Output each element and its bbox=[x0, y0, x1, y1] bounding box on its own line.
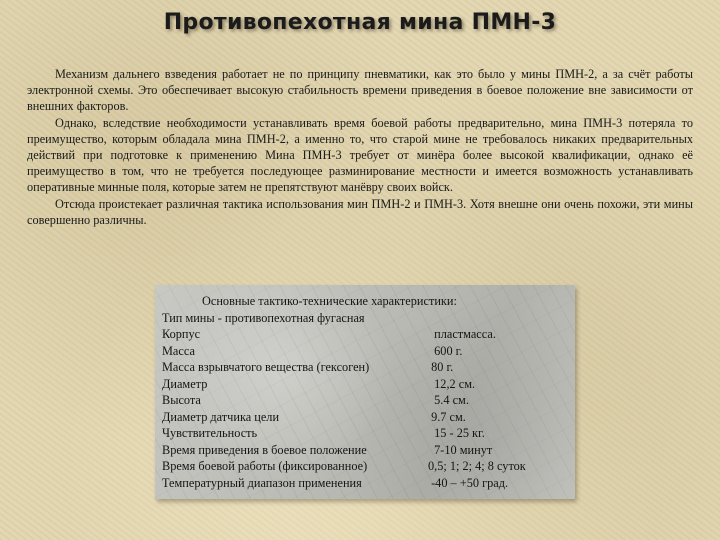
spec-row bbox=[162, 359, 570, 376]
spec-label: Время приведения в боевое положение bbox=[162, 442, 367, 457]
spec-label: Масса bbox=[162, 343, 195, 358]
spec-value: 5.4 см. bbox=[428, 393, 469, 407]
spec-row bbox=[162, 343, 570, 360]
spec-row bbox=[162, 458, 570, 475]
spec-row bbox=[162, 475, 570, 492]
spec-value: 7-10 минут bbox=[428, 442, 493, 457]
paragraph-1: Механизм дальнего взведения работает не по принципу пневматики, как это было у мины ПМН-2, а за счёт работы электронной схемы. Это обеспечивает высокую стабильность времени приведения в боевое положение вне зависимости от внешних факторов. bbox=[27, 67, 693, 114]
spec-label: Чувствительность bbox=[162, 426, 258, 440]
spec-row bbox=[162, 376, 570, 393]
spec-label: Масса взрывчатого вещества (гексоген) bbox=[162, 360, 370, 374]
spec-value: -40 – +50 град. bbox=[428, 475, 509, 490]
paragraph-3: Отсюда проистекает различная тактика использования мин ПМН-2 и ПМН-3. Хотя внешне они очень похожи, эти мины совершенно различны. bbox=[27, 196, 693, 227]
spec-label: Корпус bbox=[162, 327, 201, 341]
spec-label: Время боевой работы (фиксированное) bbox=[162, 459, 368, 473]
spec-label: Диаметр датчика цели bbox=[162, 409, 280, 424]
spec-value: 9.7 см. bbox=[428, 409, 466, 424]
specs-content bbox=[162, 293, 570, 491]
body-text bbox=[27, 66, 693, 228]
mine-type-line: Тип мины - противопехотная фугасная bbox=[162, 310, 365, 325]
specs-card bbox=[155, 285, 575, 499]
spec-label: Температурный диапазон применения bbox=[162, 475, 362, 490]
specs-heading: Основные тактико-технические характеристики: bbox=[202, 294, 457, 308]
spec-value: 12,2 см. bbox=[428, 376, 476, 391]
spec-row bbox=[162, 409, 570, 426]
spec-value: 15 - 25 кг. bbox=[428, 426, 485, 440]
spec-row bbox=[162, 326, 570, 343]
spec-value: 0,5; 1; 2; 4; 8 суток bbox=[428, 459, 526, 473]
spec-row bbox=[162, 425, 570, 442]
spec-row bbox=[162, 442, 570, 459]
spec-label: Диаметр bbox=[162, 376, 208, 391]
spec-value: 80 г. bbox=[428, 360, 454, 374]
paragraph-2: Однако, вследствие необходимости устанавливать время боевой работы предварительно, мина ПМН-3 потеряла то преимущество, которым обладала мина ПМН-2, а именно то, что старой мине не требовалось никаких предварительных действий при подготовке к применению Мина ПМН-3 требует от минёра более высокой квалификации, однако её преимущество в том, что не требуется последующее разминирование местности и имеется возможность устанавливать оперативные минные поля, которые затем не препятствуют манёвру своих войск. bbox=[27, 115, 693, 195]
spec-label: Высота bbox=[162, 393, 201, 407]
spec-value: пластмасса. bbox=[428, 327, 496, 341]
page-title: Противопехотная мина ПМН-3 bbox=[163, 10, 557, 35]
spec-row bbox=[162, 392, 570, 409]
spec-value: 600 г. bbox=[428, 343, 463, 358]
